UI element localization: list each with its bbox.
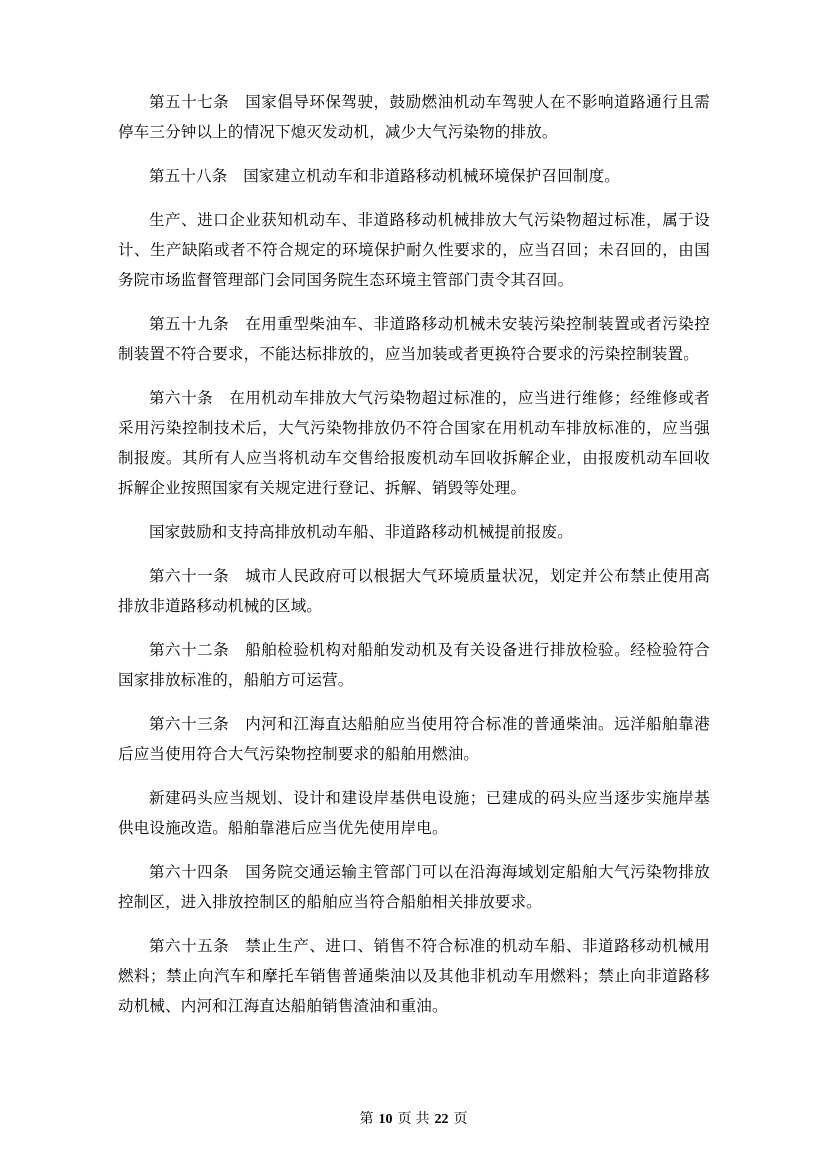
page-body	[118, 88, 710, 1036]
paragraph: 新建码头应当规划、设计和建设岸基供电设施；已建成的码头应当逐步实施岸基供电设施改造。船舶靠港后应当优先使用岸电。	[118, 790, 710, 837]
footer-page-number: 10	[378, 1112, 393, 1127]
paragraph: 第五十八条 国家建立机动车和非道路移动机械环境保护召回制度。	[149, 168, 621, 185]
paragraph: 第五十七条 国家倡导环保驾驶，鼓励燃油机动车驾驶人在不影响道路通行且需停车三分钟以上的情况下熄灭发动机，减少大气污染物的排放。	[118, 94, 710, 141]
paragraph: 第六十二条 船舶检验机构对船舶发动机及有关设备进行排放检验。经检验符合国家排放标准的，船舶方可运营。	[118, 642, 710, 689]
paragraph: 第六十一条 城市人民政府可以根据大气环境质量状况，划定并公布禁止使用高排放非道路移动机械的区域。	[118, 568, 710, 615]
paragraph: 第六十三条 内河和江海直达船舶应当使用符合标准的普通柴油。远洋船舶靠港后应当使用符合大气污染物控制要求的船舶用燃油。	[118, 716, 710, 763]
paragraph: 第六十四条 国务院交通运输主管部门可以在沿海海域划定船舶大气污染物排放控制区，进入排放控制区的船舶应当符合船舶相关排放要求。	[118, 864, 710, 911]
paragraph: 第六十条 在用机动车排放大气污染物超过标准的，应当进行维修；经维修或者采用污染控制技术后，大气污染物排放仍不符合国家在用机动车排放标准的，应当强制报废。其所有人应当将机动车交售给报废机动车回收拆解企业，由报废机动车回收拆解企业按照国家有关规定进行登记、拆解、销毁等处理。	[118, 390, 710, 497]
page-footer	[0, 1108, 827, 1128]
paragraph: 国家鼓励和支持高排放机动车船、非道路移动机械提前报废。	[149, 524, 573, 541]
footer-total-unit: 页	[453, 1112, 468, 1127]
footer-total-number: 22	[434, 1112, 449, 1127]
footer-page-unit: 页	[397, 1112, 412, 1127]
footer-page-label: 第	[359, 1112, 374, 1127]
paragraph: 第五十九条 在用重型柴油车、非道路移动机械未安装污染控制装置或者污染控制装置不符合要求，不能达标排放的，应当加装或者更换符合要求的污染控制装置。	[118, 316, 710, 363]
paragraph: 生产、进口企业获知机动车、非道路移动机械排放大气污染物超过标准，属于设计、生产缺陷或者不符合规定的环境保护耐久性要求的，应当召回；未召回的，由国务院市场监督管理部门会同国务院生态环境主管部门责令其召回。	[118, 212, 710, 289]
footer-total-label: 共	[415, 1112, 430, 1127]
paragraph: 第六十五条 禁止生产、进口、销售不符合标准的机动车船、非道路移动机械用燃料；禁止向汽车和摩托车销售普通柴油以及其他非机动车用燃料；禁止向非道路移动机械、内河和江海直达船舶销售渣油和重油。	[118, 938, 710, 1015]
